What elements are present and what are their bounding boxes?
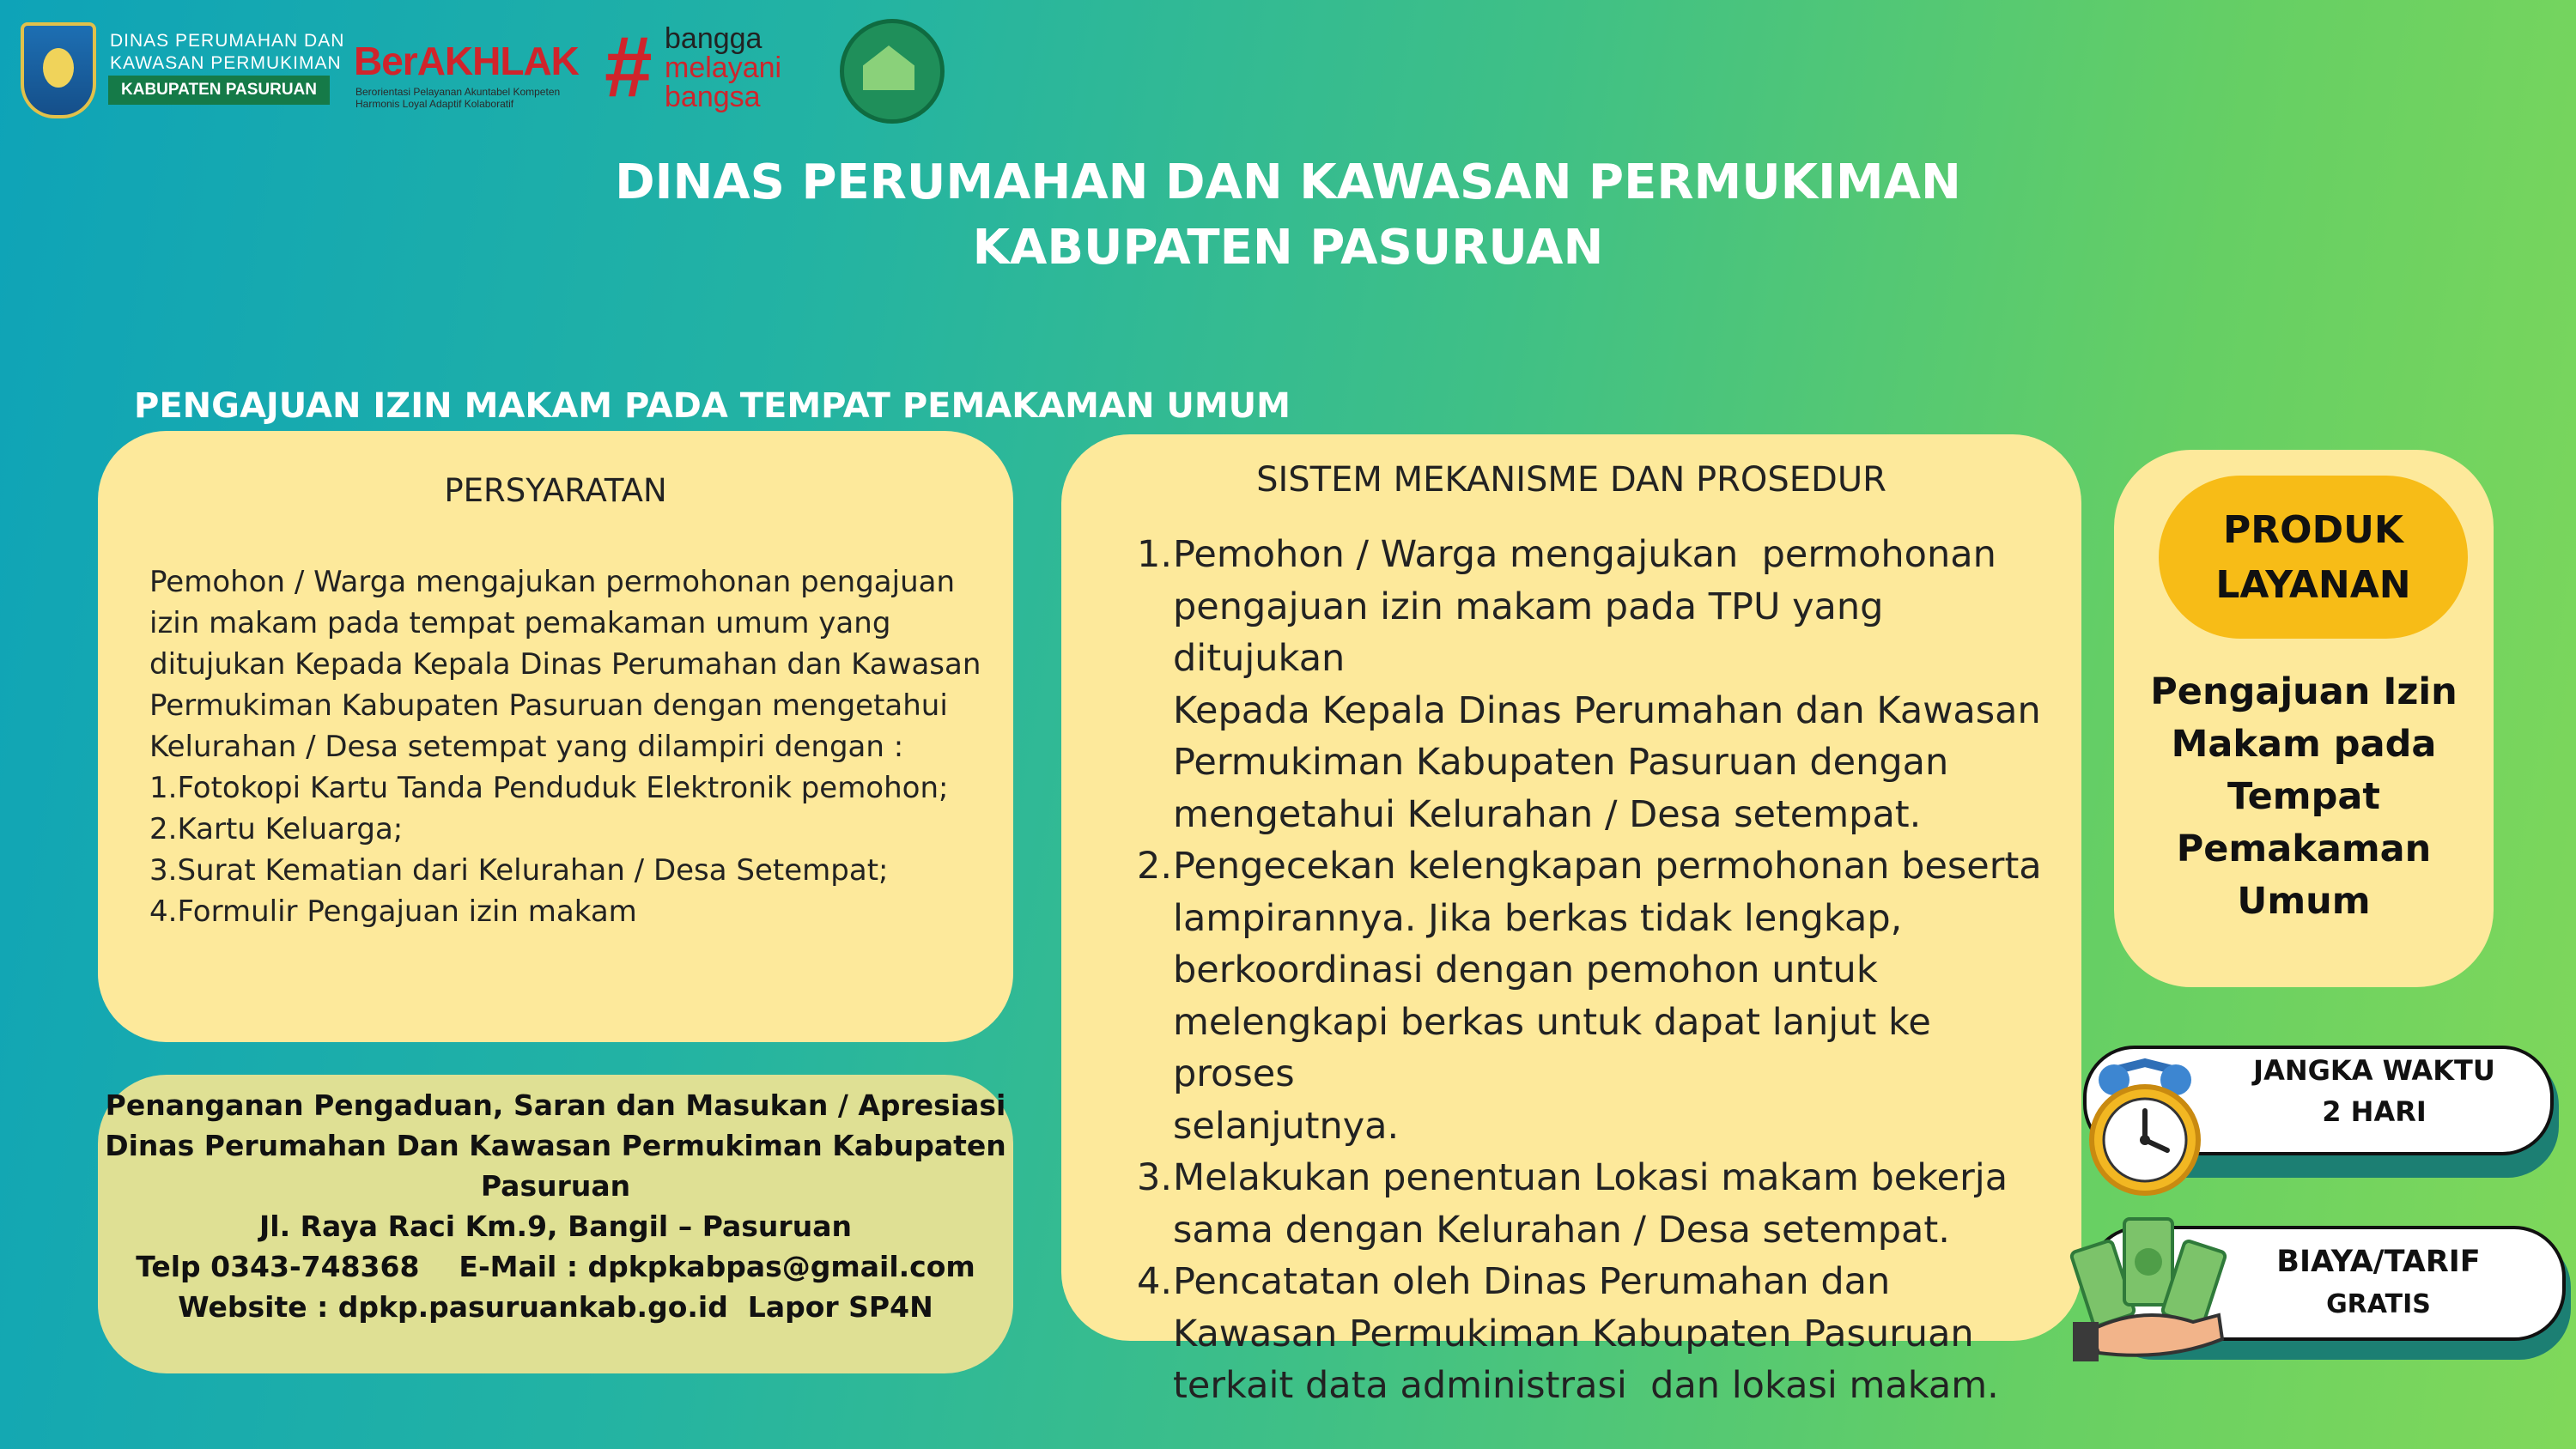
dinas-emblem-icon: [840, 19, 945, 124]
procedure-list: [1137, 529, 2047, 1412]
org-badge: KABUPATEN PASURUAN: [108, 76, 330, 105]
step-line: pengajuan izin makam pada TPU yang ditujukan: [1173, 585, 1884, 680]
step-line: Pemohon / Warga mengajukan permohonan: [1173, 533, 1996, 576]
berakhlak-logo: BerAKHLAK: [354, 39, 579, 83]
step-line: Kepada Kepala Dinas Perumahan dan Kawasan: [1173, 688, 2041, 732]
crest-emblem: [43, 48, 74, 88]
step-line: sama dengan Kelurahan / Desa setempat.: [1173, 1208, 1950, 1252]
step-line: berkoordinasi dengan pemohon untuk: [1173, 949, 1878, 991]
duration-value: 2 HARI: [2322, 1095, 2427, 1128]
product-panel: [2114, 450, 2494, 987]
bangga-melayani-logo: [665, 24, 781, 112]
bangga-hash-icon: #: [605, 19, 653, 115]
fee-value: GRATIS: [2326, 1289, 2431, 1319]
contact-website: Website : dpkp.pasuruankab.go.id Lapor SP4N: [178, 1290, 933, 1324]
step-line: Pencatatan oleh Dinas Perumahan dan: [1173, 1260, 1891, 1303]
requirements-line: Permukiman Kabupaten Pasuruan dengan mengetahui: [149, 688, 948, 723]
org-name-line2: KAWASAN PERMUKIMAN: [110, 53, 342, 73]
product-desc-line: Makam pada: [2171, 723, 2437, 766]
step-line: Melakukan penentuan Lokasi makam bekerja: [1173, 1156, 2008, 1199]
step-number: 2.: [1137, 845, 1173, 888]
requirements-line: Pemohon / Warga mengajukan permohonan pengajuan: [149, 565, 956, 599]
kabupaten-crest-icon: [21, 22, 96, 118]
requirements-line: ditujukan Kepada Kepala Dinas Perumahan dan Kawasan: [149, 647, 981, 682]
step-line: melengkapi berkas untuk dapat lanjut ke proses: [1173, 1000, 1931, 1095]
money-hand-icon: [2064, 1210, 2236, 1365]
page-title-line2: KABUPATEN PASURUAN: [972, 220, 1604, 276]
step-line: terkait data administrasi dan lokasi makam.: [1173, 1364, 1999, 1407]
contact-line: Dinas Perumahan Dan Kawasan Permukiman Kabupaten: [105, 1129, 1006, 1162]
step-text: [1173, 1152, 2008, 1256]
procedure-step: [1137, 1152, 2047, 1256]
procedure-panel: [1061, 434, 2081, 1407]
duration-label: JANGKA WAKTU: [2253, 1054, 2495, 1087]
contact-phone-email: Telp 0343-748368 E-Mail : dpkpkabpas@gmail.com: [136, 1250, 975, 1283]
page-title-line1: DINAS PERUMAHAN DAN KAWASAN PERMUKIMAN: [615, 155, 1961, 210]
fee-label: BIAYA/TARIF: [2276, 1245, 2481, 1279]
requirements-line: 3.Surat Kematian dari Kelurahan / Desa Setempat;: [149, 853, 889, 888]
melayani-word: melayani: [665, 52, 782, 84]
step-line: Pengecekan kelengkapan permohonan beserta: [1173, 845, 2042, 888]
alarm-clock-icon: [2085, 1054, 2205, 1209]
step-number: 1.: [1137, 533, 1173, 576]
service-subtitle: PENGAJUAN IZIN MAKAM PADA TEMPAT PEMAKAMAN UMUM: [134, 386, 1291, 426]
requirements-line: 2.Kartu Keluarga;: [149, 812, 404, 846]
berakhlak-tagline: Berorientasi Pelayanan Akuntabel Kompeten Harmonis Loyal Adaptif Kolaboratif: [355, 86, 561, 110]
bangga-word: bangga: [665, 22, 762, 55]
contact-line: Pasuruan: [480, 1169, 631, 1203]
step-text: [1173, 1256, 1999, 1412]
step-line: Permukiman Kabupaten Pasuruan dengan: [1173, 741, 1949, 784]
requirements-line: izin makam pada tempat pemakaman umum yang: [149, 606, 891, 640]
contact-panel: [98, 1075, 1013, 1373]
house-shape: [863, 45, 914, 90]
procedure-heading: SISTEM MEKANISME DAN PROSEDUR: [1256, 460, 1886, 500]
requirements-body: [149, 561, 991, 932]
product-desc-line: Pemakaman: [2176, 828, 2432, 870]
step-number: 4.: [1137, 1260, 1173, 1303]
bangsa-word: bangsa: [665, 81, 761, 113]
product-description: [2114, 666, 2494, 928]
step-line: Kawasan Permukiman Kabupaten Pasuruan: [1173, 1312, 1974, 1355]
contact-line: Penanganan Pengaduan, Saran dan Masukan / Apresiasi: [105, 1088, 1006, 1122]
procedure-step: [1137, 840, 2047, 1152]
product-label-line2: LAYANAN: [2215, 563, 2411, 607]
product-desc-line: Umum: [2237, 880, 2371, 923]
step-text: [1173, 529, 2047, 840]
org-name-line1: DINAS PERUMAHAN DAN: [110, 31, 345, 51]
contact-address: Jl. Raya Raci Km.9, Bangil – Pasuruan: [259, 1210, 852, 1243]
step-number: 3.: [1137, 1156, 1173, 1199]
product-desc-line: Tempat: [2227, 775, 2380, 818]
requirements-panel: [98, 431, 1013, 1042]
step-line: selanjutnya.: [1173, 1104, 1400, 1148]
requirements-line: 1.Fotokopi Kartu Tanda Penduduk Elektronik pemohon;: [149, 771, 949, 805]
procedure-step: [1137, 529, 2047, 840]
step-line: mengetahui Kelurahan / Desa setempat.: [1173, 792, 1922, 836]
procedure-step: [1137, 1256, 2047, 1412]
product-desc-line: Pengajuan Izin: [2150, 670, 2458, 713]
step-line: lampirannya. Jika berkas tidak lengkap,: [1173, 896, 1903, 940]
requirements-line: 4.Formulir Pengajuan izin makam: [149, 894, 637, 929]
product-label-line1: PRODUK: [2223, 508, 2403, 552]
requirements-heading: PERSYARATAN: [444, 472, 667, 509]
step-text: [1173, 840, 2047, 1152]
requirements-line: Kelurahan / Desa setempat yang dilampiri dengan :: [149, 730, 904, 764]
product-label-pill: [2159, 476, 2468, 639]
